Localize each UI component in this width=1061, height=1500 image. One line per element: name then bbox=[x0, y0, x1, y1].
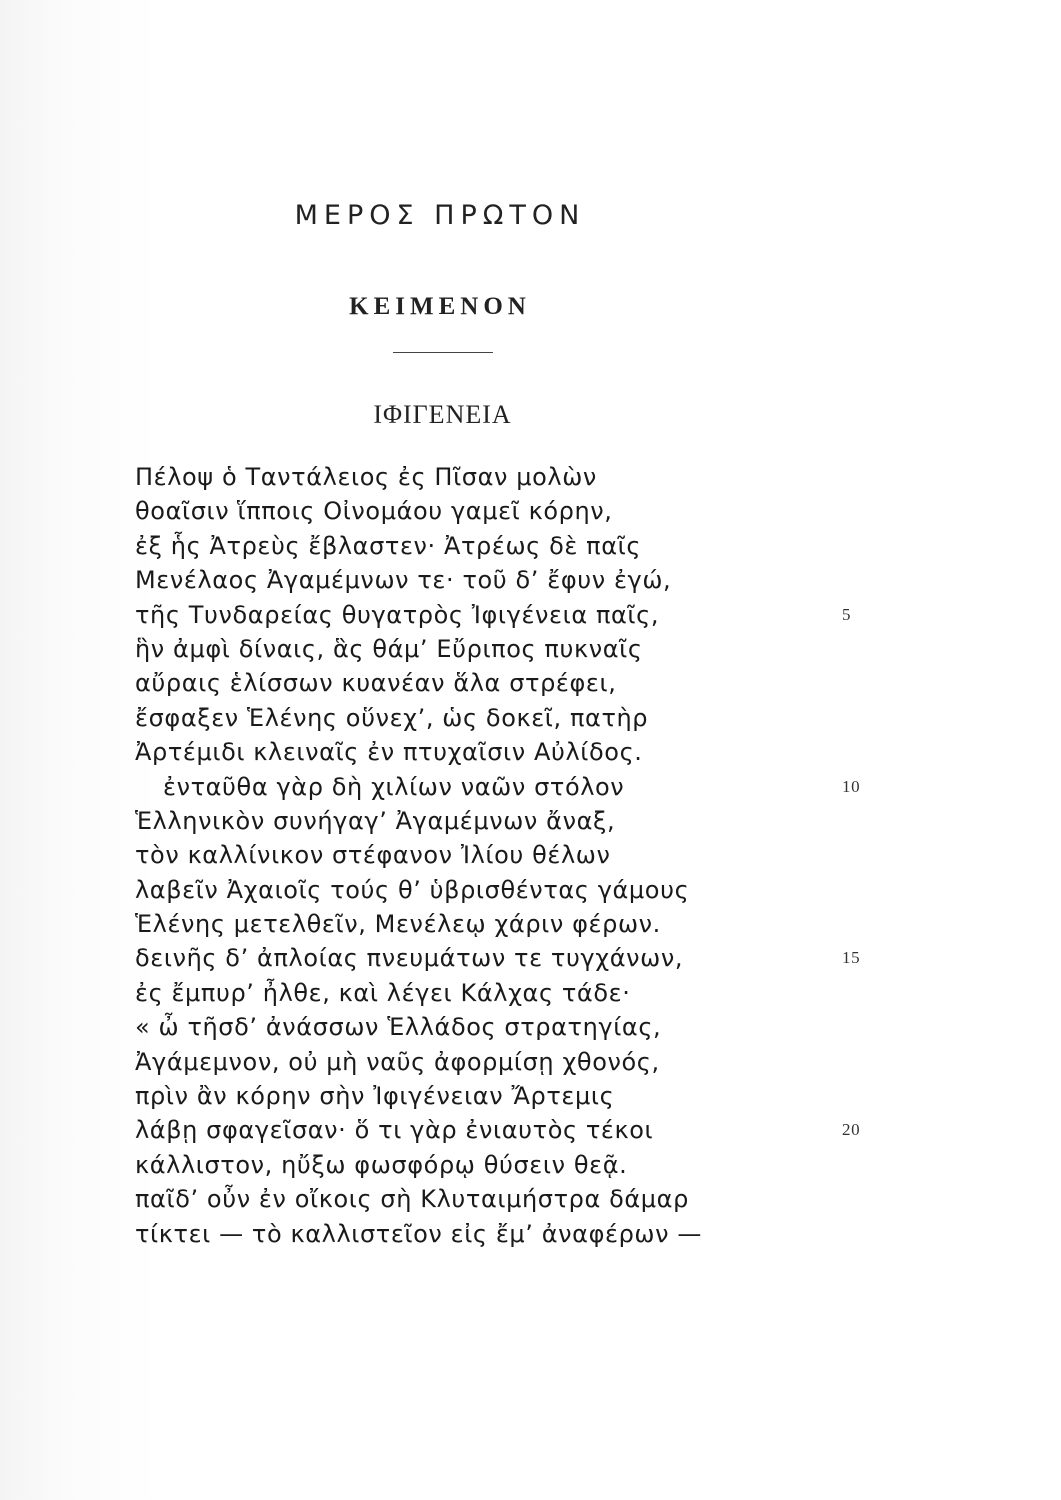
line-number: 10 bbox=[842, 776, 861, 796]
verse-line bbox=[135, 598, 895, 632]
verse-text: θοαῖσιν ἵπποις Οἰνομάου γαμεῖ κόρην, bbox=[135, 497, 613, 526]
verse-text: ἐς ἔμπυρ’ ἦλθε, καὶ λέγει Κάλχας τάδε· bbox=[135, 978, 631, 1007]
verse-text: Ἀρτέμιδι κλειναῖς ἐν πτυχαῖσιν Αὐλίδος. bbox=[135, 738, 643, 767]
verse-line bbox=[135, 701, 895, 735]
verse-text: ἐνταῦθα γὰρ δὴ χιλίων ναῶν στόλον bbox=[163, 772, 625, 801]
verse-line bbox=[135, 873, 895, 907]
verse-text: Ἑλληνικὸν συνήγαγ’ Ἀγαμέμνων ἄναξ, bbox=[135, 806, 616, 835]
verse-text: Ἑλένης μετελθεῖν, Μενέλεῳ χάριν φέρων. bbox=[135, 910, 661, 939]
line-number: 20 bbox=[842, 1120, 861, 1140]
verse-line bbox=[135, 1079, 895, 1113]
verse-line bbox=[135, 976, 895, 1010]
verse-text: Πέλοψ ὁ Ταντάλειος ἐς Πῖσαν μολὼν bbox=[135, 463, 597, 491]
verse-text: πρὶν ἂν κόρην σὴν Ἰφιγένειαν Ἄρτεμις bbox=[135, 1082, 615, 1111]
verse-text: ἔσφαξεν Ἑλένης οὕνεχ’, ὡς δοκεῖ, πατὴρ bbox=[135, 703, 649, 732]
verse-text: ἐξ ἧς Ἀτρεὺς ἔβλαστεν· Ἀτρέως δὲ παῖς bbox=[135, 531, 642, 560]
verse-line bbox=[135, 666, 895, 700]
verse-line bbox=[135, 1148, 895, 1182]
poem-title: ΙΦΙΓΕΝΕΙΑ bbox=[373, 400, 512, 429]
verse-line bbox=[135, 632, 895, 666]
verse-text: Μενέλαος Ἀγαμέμνων τε· τοῦ δ’ ἔφυν ἐγώ, bbox=[135, 566, 672, 595]
verse-line bbox=[135, 529, 895, 563]
verse-text: τίκτει — τὸ καλλιστεῖον εἰς ἔμ’ ἀναφέρων — bbox=[135, 1219, 702, 1248]
verse-line bbox=[135, 770, 895, 804]
verse-line bbox=[135, 460, 895, 494]
verse-line bbox=[135, 804, 895, 838]
verse-line bbox=[135, 838, 895, 872]
verse-line bbox=[135, 1045, 895, 1079]
verse-line bbox=[135, 494, 895, 528]
verse-text: αὔραις ἑλίσσων κυανέαν ἅλα στρέφει, bbox=[135, 669, 617, 698]
verse-line bbox=[135, 563, 895, 597]
verse-line bbox=[135, 907, 895, 941]
verse-text: ἣν ἀμφὶ δίναις, ἃς θάμ’ Εὔριπος πυκναῖς bbox=[135, 634, 643, 663]
line-number: 5 bbox=[842, 604, 852, 624]
verse-line bbox=[135, 1010, 895, 1044]
verse-text: λαβεῖν Ἀχαιοῖς τούς θ’ ὑβρισθέντας γάμους bbox=[135, 875, 690, 904]
verse-line bbox=[135, 735, 895, 769]
part-title: ΜΕΡΟΣ ΠΡΩΤΟΝ bbox=[294, 200, 586, 231]
verse-text: λάβῃ σφαγεῖσαν· ὅ τι γὰρ ἐνιαυτὸς τέκοι bbox=[135, 1116, 654, 1145]
verse-text: τὸν καλλίνικον στέφανον Ἰλίου θέλων bbox=[135, 841, 611, 870]
verse-line bbox=[135, 941, 895, 975]
verse-line bbox=[135, 1182, 895, 1216]
verse-line bbox=[135, 1217, 895, 1251]
title-divider bbox=[393, 352, 493, 353]
verse-text: παῖδ’ οὖν ἐν οἴκοις σὴ Κλυταιμήστρα δάμαρ bbox=[135, 1185, 689, 1214]
verse-text: τῆς Τυνδαρείας θυγατρὸς Ἰφιγένεια παῖς, bbox=[135, 600, 660, 629]
verse-line bbox=[135, 1113, 895, 1147]
line-number: 15 bbox=[842, 948, 861, 968]
verse-text: « ὦ τῆσδ’ ἀνάσσων Ἑλλάδος στρατηγίας, bbox=[135, 1013, 662, 1042]
verse-text: κάλλιστον, ηὔξω φωσφόρῳ θύσειν θεᾷ. bbox=[135, 1150, 628, 1179]
verse-block bbox=[135, 460, 895, 1251]
section-title: ΚΕΙΜΕΝΟΝ bbox=[349, 293, 531, 320]
verse-text: Ἀγάμεμνον, οὐ μὴ ναῦς ἀφορμίσῃ χθονός, bbox=[135, 1047, 660, 1076]
verse-text: δεινῆς δ’ ἀπλοίας πνευμάτων τε τυγχάνων, bbox=[135, 944, 684, 973]
